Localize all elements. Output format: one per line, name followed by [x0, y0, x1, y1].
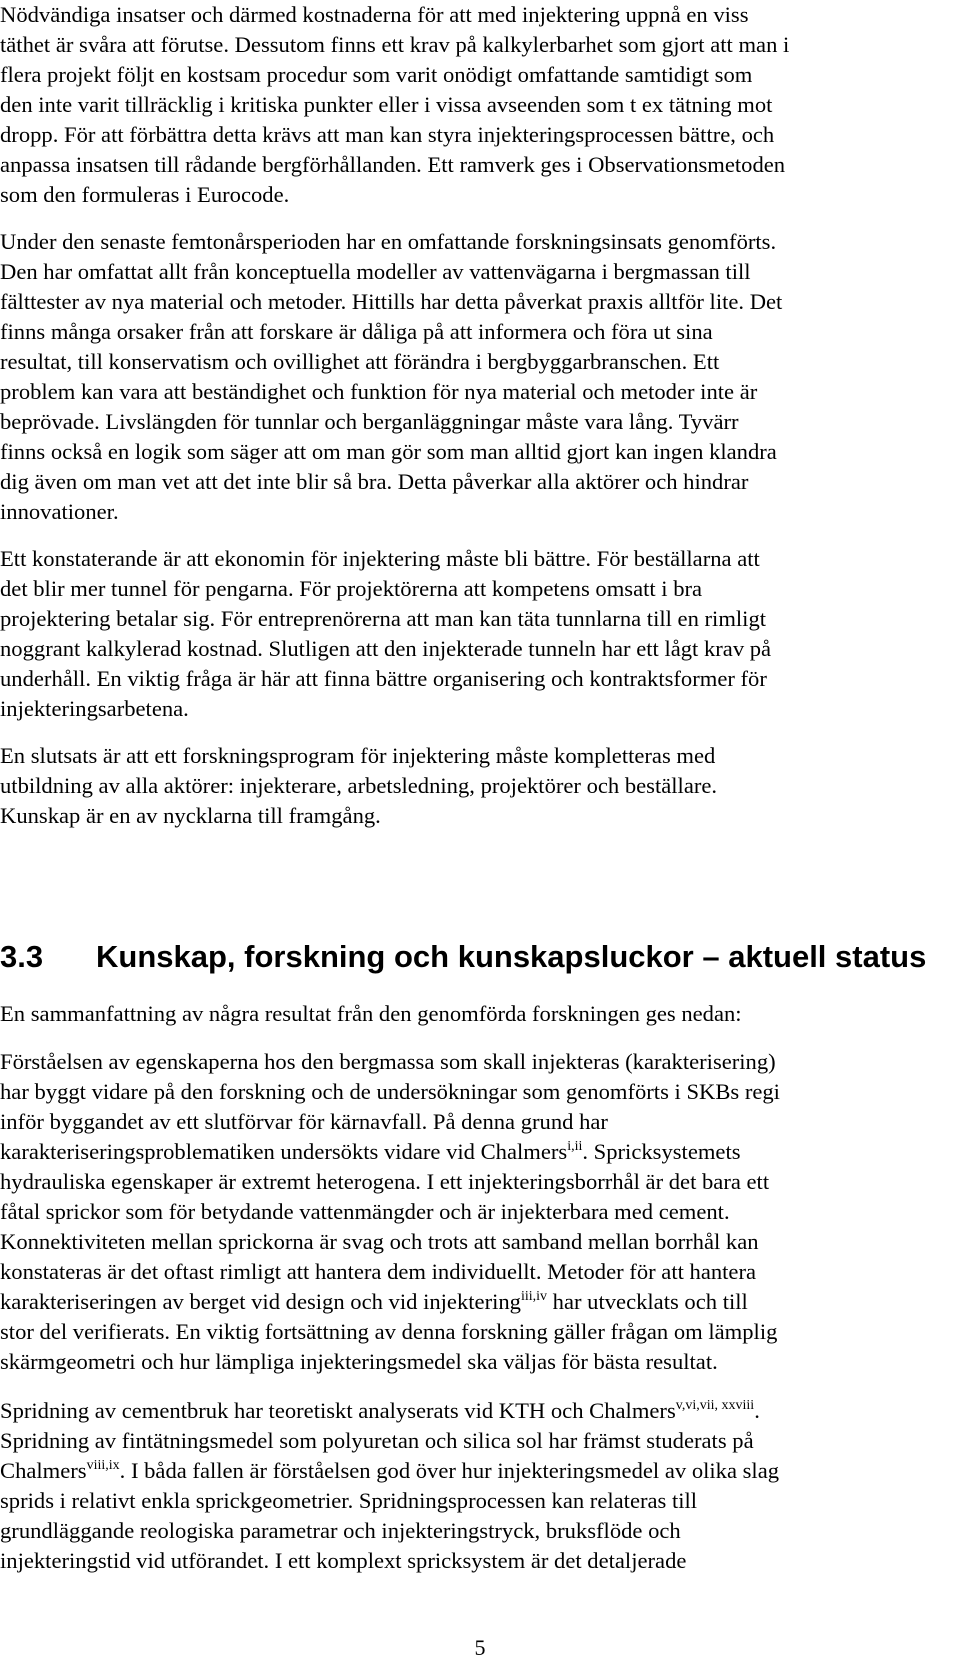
text-line: Den har omfattat allt från konceptuella modeller av vattenvägarna i bergmassan till	[0, 259, 751, 284]
text-line: konstateras är det oftast rimligt att hantera dem individuellt. Metoder för att hantera	[0, 1259, 757, 1284]
text-line: dig även om man vet att det inte blir så bra. Detta påverkar alla aktörer och hindrar	[0, 469, 749, 494]
text-line: finns också en logik som säger att om man gör som man alltid gjort kan ingen klandra	[0, 439, 777, 464]
section-heading	[0, 937, 926, 977]
text-line: Spridning av fintätningsmedel som polyuretan och silica sol har främst studerats på	[0, 1428, 754, 1453]
text-line: Kunskap är en av nycklarna till framgång.	[0, 803, 381, 828]
text-span: Chalmers	[0, 1458, 87, 1483]
text-line: hydrauliska egenskaper är extremt heterogena. I ett injekteringsborrhål är det bara ett	[0, 1169, 770, 1194]
text-line: resultat, till konservatism och ovillighet att förändra i bergbyggarbranschen. Ett	[0, 349, 720, 374]
text-line	[0, 1396, 760, 1430]
text-line: projektering betalar sig. För entreprenörerna att man kan täta tunnlarna till en rimligt	[0, 606, 767, 631]
text-line: flera projekt följt en kostsam procedur som varit onödigt omfattande samtidigt som	[0, 62, 753, 87]
text-line: underhåll. En viktig fråga är här att finna bättre organisering och kontraktsformer för	[0, 666, 767, 691]
text-span: karakteriseringsproblematiken undersökts vidare vid Chalmers	[0, 1139, 568, 1164]
text-line: stor del verifierats. En viktig fortsättning av denna forskning gäller frågan om lämplig	[0, 1319, 778, 1344]
text-line	[0, 1137, 741, 1171]
text-span: .	[754, 1398, 760, 1423]
text-line: Under den senaste femtonårsperioden har en omfattande forskningsinsats genomförts.	[0, 229, 777, 254]
text-line: den inte varit tillräcklig i kritiska punkter eller i vissa avseenden som t ex tätning mot	[0, 92, 773, 117]
text-line: sprids i relativt enkla sprickgeometrier. Spridningsprocessen kan relateras till	[0, 1488, 698, 1513]
text-line: anpassa insatsen till rådande bergförhållanden. Ett ramverk ges i Observationsmetoden	[0, 152, 786, 177]
footnote-ref: viii,ix	[86, 1458, 120, 1473]
text-line: En slutsats är att ett forskningsprogram för injektering måste kompletteras med	[0, 743, 716, 768]
text-line: Förståelsen av egenskaperna hos den bergmassa som skall injekteras (karakterisering)	[0, 1049, 776, 1074]
text-line: som den formuleras i Eurocode.	[0, 182, 290, 207]
text-line: noggrant kalkylerad kostnad. Slutligen att den injekterade tunneln har ett lågt krav på	[0, 636, 772, 661]
text-line: injekteringstid vid utförandet. I ett komplext spricksystem är det detaljerade	[0, 1548, 687, 1573]
text-line: Ett konstaterande är att ekonomin för injektering måste bli bättre. För beställarna att	[0, 546, 760, 571]
footnote-ref: i,ii	[567, 1139, 583, 1154]
text-span: Spridning av cementbruk har teoretiskt analyserats vid KTH och Chalmers	[0, 1398, 676, 1423]
text-line: har byggt vidare på den forskning och de undersökningar som genomförts i SKBs regi	[0, 1079, 780, 1104]
text-span: . Spricksystemets	[582, 1139, 741, 1164]
text-line: innovationer.	[0, 499, 119, 524]
text-span: . I båda fallen är förståelsen god över hur injekteringsmedel av olika slag	[119, 1458, 780, 1483]
text-line: fälttester av nya material och metoder. Hittills har detta påverkat praxis alltför lite. Det	[0, 289, 783, 314]
text-line: En sammanfattning av några resultat från den genomförda forskningen ges nedan:	[0, 1001, 742, 1026]
text-line: problem kan vara att beständighet och funktion för nya material och metoder inte är	[0, 379, 758, 404]
text-line: beprövade. Livslängden för tunnlar och berganläggningar måste vara lång. Tyvärr	[0, 409, 739, 434]
text-line: fåtal sprickor som för betydande vattenmängder och är injekterbara med cement.	[0, 1199, 730, 1224]
text-line	[0, 1287, 748, 1321]
text-line: det blir mer tunnel för pengarna. För projektörerna att kompetens omsatt i bra	[0, 576, 703, 601]
text-line	[0, 1456, 779, 1490]
text-line: inför byggandet av ett slutförvar för kärnavfall. På denna grund har	[0, 1109, 608, 1134]
section-title: Kunskap, forskning och kunskapsluckor – aktuell status	[96, 939, 927, 974]
text-line: Konnektiviteten mellan sprickorna är svag och trots att samband mellan borrhål kan	[0, 1229, 759, 1254]
text-line: grundläggande reologiska parametrar och injekteringstryck, bruksflöde och	[0, 1518, 681, 1543]
text-line: Nödvändiga insatser och därmed kostnaderna för att med injektering uppnå en viss	[0, 2, 749, 27]
text-span: karakteriseringen av berget vid design och vid injektering	[0, 1289, 521, 1314]
section-number: 3.3	[0, 939, 44, 974]
text-span: har utvecklats och till	[547, 1289, 748, 1314]
footnote-ref: v,vi,vii, xxviii	[675, 1398, 755, 1413]
text-line: finns många orsaker från att forskare är dåliga på att informera och föra ut sina	[0, 319, 713, 344]
text-line: injekteringsarbetena.	[0, 696, 189, 721]
text-line: dropp. För att förbättra detta krävs att man kan styra injekteringsprocessen bättre, och	[0, 122, 775, 147]
page-number: 5	[474, 1635, 486, 1660]
text-line: täthet är svåra att förutse. Dessutom finns ett krav på kalkylerbarhet som gjort att man i	[0, 32, 790, 57]
text-line: utbildning av alla aktörer: injekterare, arbetsledning, projektörer och beställare.	[0, 773, 718, 798]
text-line: skärmgeometri och hur lämpliga injekteringsmedel ska väljas för bästa resultat.	[0, 1349, 718, 1374]
footnote-ref: iii,iv	[520, 1289, 548, 1304]
